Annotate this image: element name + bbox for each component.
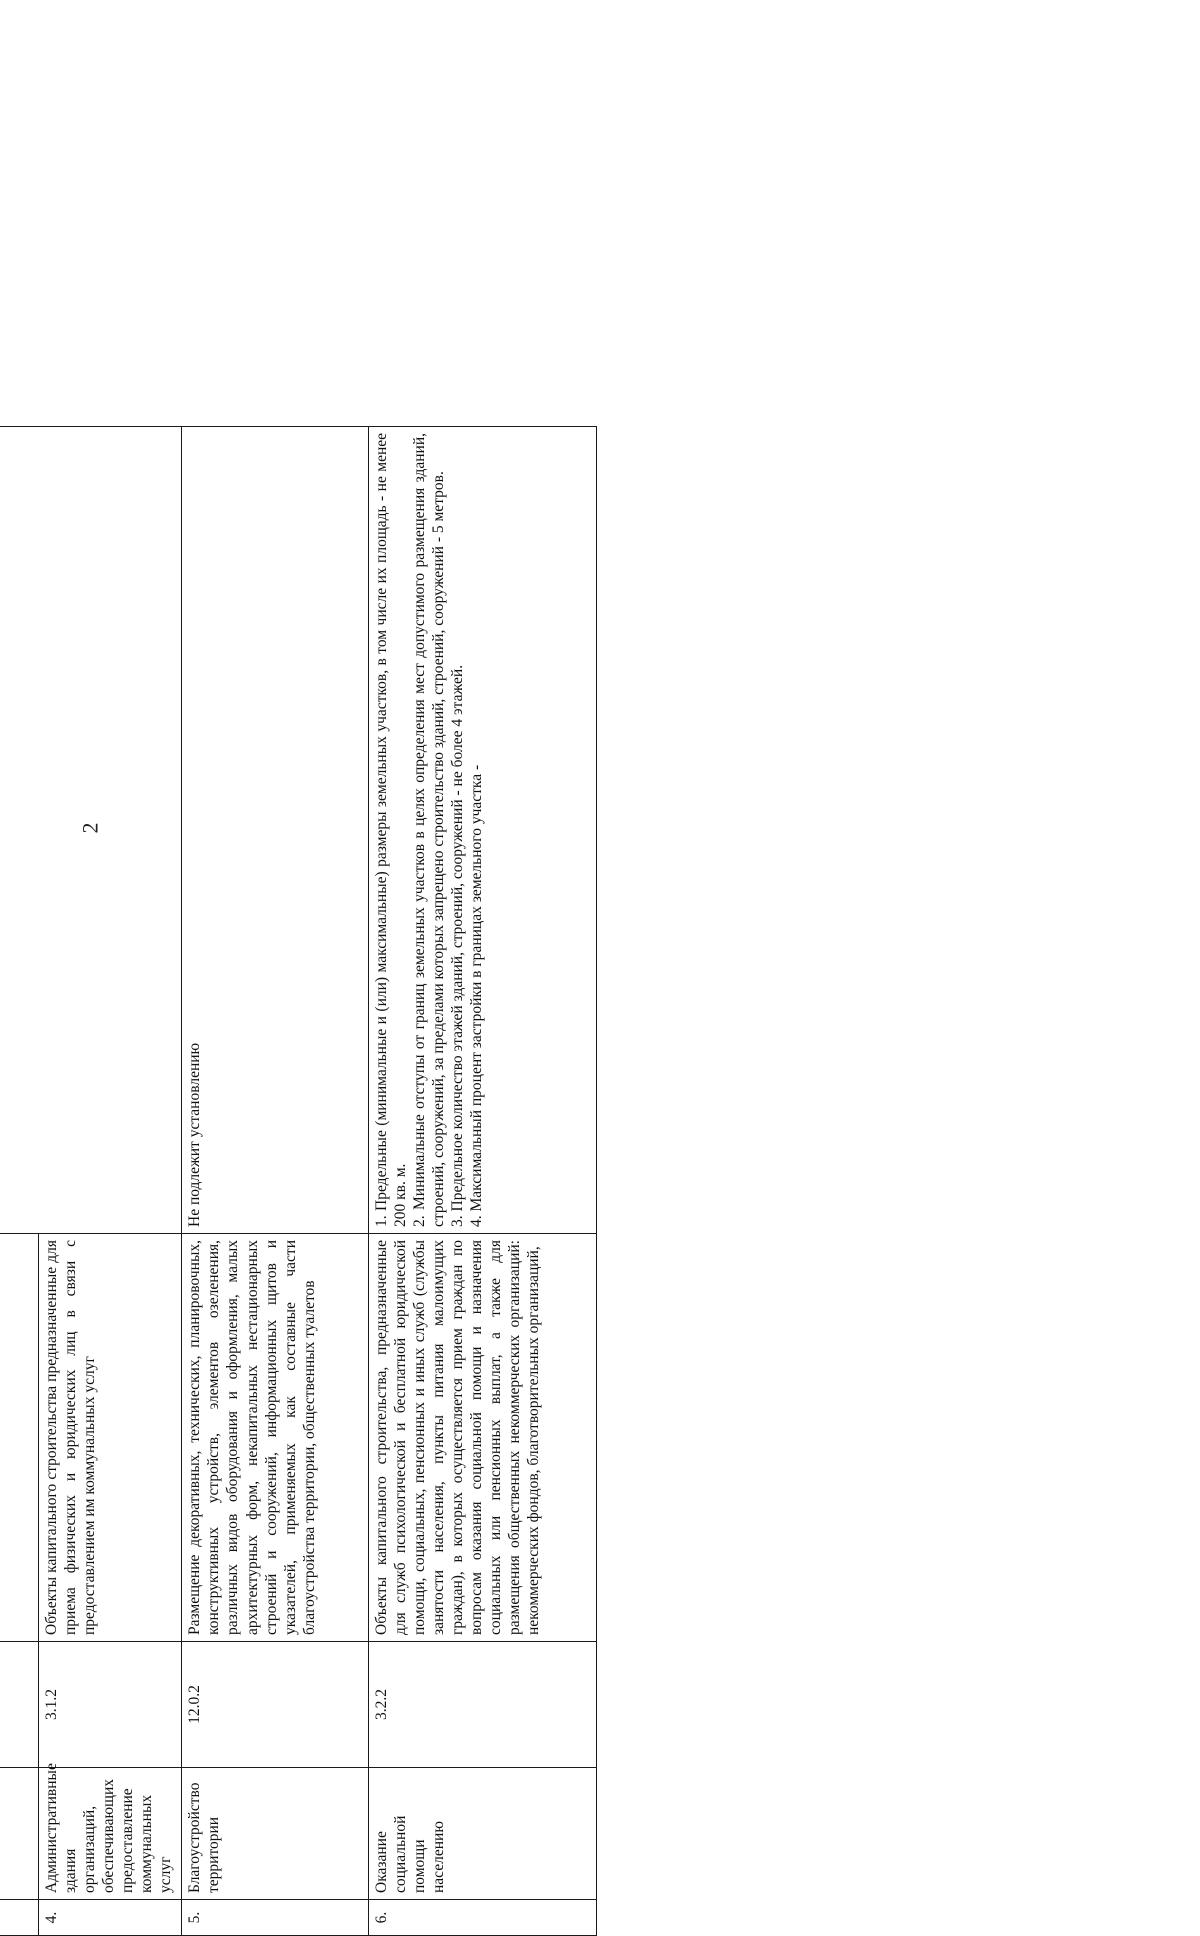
use-type-name: Оказание социальной помощи населению bbox=[368, 1768, 596, 1900]
use-type-code: 3.2.2 bbox=[368, 1642, 596, 1768]
use-type-description: Размещение декоративных, технических, планировочных, конструктивных устройств, элементов озеленения, различных видов оборудования и оформления, малых архитектурных форм, некапитальных нестационарных строений и сооружений, информационных щитов и указателей, применяемых как составные части благоустройства территории, общественных туалетов bbox=[182, 1234, 368, 1642]
use-type-name bbox=[0, 1768, 38, 1900]
parameter-line: 3. Предельное количество этажей зданий, строений, сооружений - не более 4 этажей. bbox=[448, 664, 466, 1227]
use-type-code: 12.0.2 bbox=[182, 1642, 368, 1768]
use-type-code: 3.1.2 bbox=[38, 1642, 182, 1768]
use-type-name: Административные здания организаций, обеспечивающих предоставление коммунальных услуг bbox=[38, 1768, 182, 1900]
use-type-name: Благоустройство территории bbox=[182, 1768, 368, 1900]
page-number: 2 bbox=[77, 822, 103, 834]
construction-parameters bbox=[182, 427, 368, 1234]
row-number bbox=[0, 1900, 38, 1936]
parameter-line: 1. Предельные (минимальные и (или) максимальные) размеры земельных участков, в том числе их площадь - не менее 200 кв. м. bbox=[372, 433, 409, 1227]
construction-parameters bbox=[0, 427, 182, 1234]
parameter-line: 4. Максимальный процент застройки в границах земельного участка - bbox=[467, 764, 485, 1227]
construction-parameters bbox=[368, 427, 596, 1234]
table-row bbox=[0, 427, 38, 1936]
row-number: 4. bbox=[38, 1900, 182, 1936]
use-type-code bbox=[0, 1642, 38, 1768]
parameter-line: 2. Минимальные отступы от границ земельных участков в целях определения мест допустимого размещения зданий, строений, сооружений, за пределами которых запрещено строительство зданий, строений, сооружений - 5 метров. bbox=[410, 433, 447, 1227]
land-use-table bbox=[0, 426, 597, 1936]
row-number: 6. bbox=[368, 1900, 596, 1936]
table-row bbox=[368, 427, 596, 1936]
use-type-description: Объекты капитального строительства, предназначенные для служб психологической и бесплатной юридической помощи, социальных, пенсионных и иных служб (службы занятости населения, пункты питания малоимущих граждан), в которых осуществляется прием граждан по вопросам оказания социальной помощи и назначения социальных или пенсионных выплат, а также для размещения общественных некоммерческих организаций: некоммерческих фондов, благотворительных организаций, bbox=[368, 1234, 596, 1642]
row-number: 5. bbox=[182, 1900, 368, 1936]
use-type-description: Объекты капитального строительства предназначенные для приема физических и юридических лиц в связи с предоставлением им коммунальных услуг bbox=[38, 1234, 182, 1642]
table-row bbox=[182, 427, 368, 1936]
use-type-description bbox=[0, 1234, 38, 1642]
parameter-line: Не подлежит установлению bbox=[186, 1042, 204, 1227]
